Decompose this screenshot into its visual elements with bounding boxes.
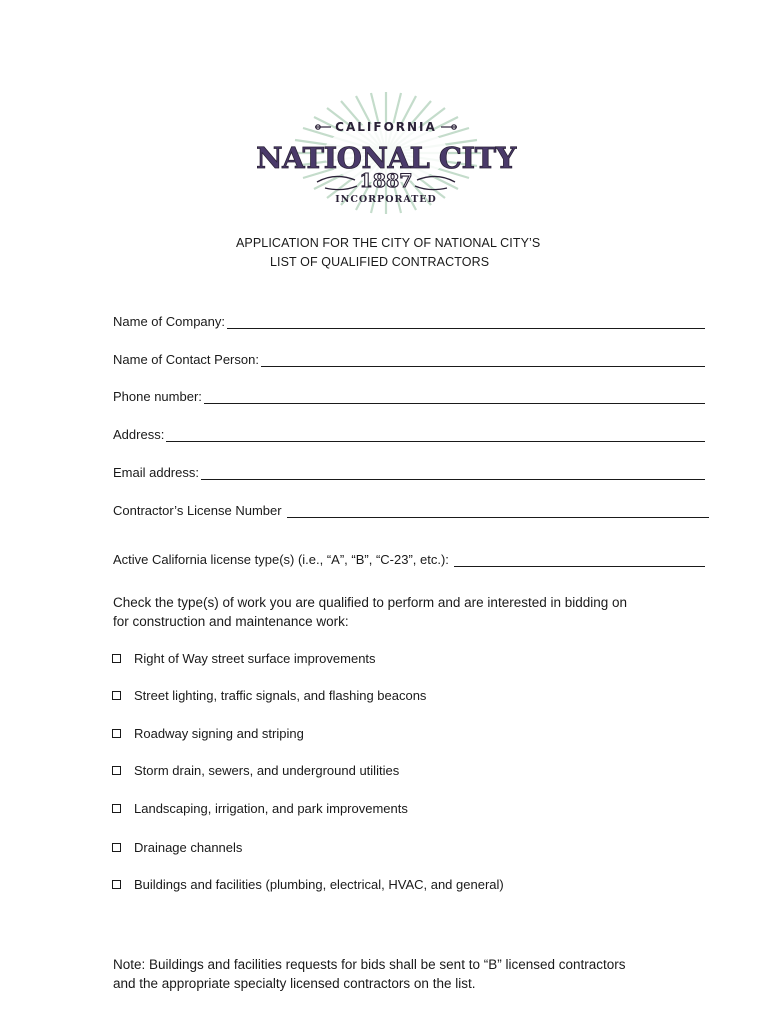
address-line[interactable] [166,427,705,442]
work-type-label: Roadway signing and striping [134,726,304,741]
work-type-option[interactable] [112,840,242,855]
contact-person-label: Name of Contact Person: [113,352,259,367]
contact-person-field[interactable] [113,349,705,367]
email-address-field[interactable] [113,462,705,480]
checkbox[interactable] [112,691,121,700]
email-address-label: Email address: [113,465,199,480]
work-type-label: Buildings and facilities (plumbing, electrical, HVAC, and general) [134,877,504,892]
license-type-line[interactable] [454,552,705,567]
work-type-option[interactable] [112,801,408,816]
email-address-line[interactable] [201,465,705,480]
license-type-label: Active California license type(s) (i.e., “A”, “B”, “C-23”, etc.): [113,552,449,567]
form-title-line-1: APPLICATION FOR THE CITY OF NATIONAL CITY’S [236,236,541,250]
checkbox[interactable] [112,843,121,852]
license-number-line[interactable] [287,503,709,518]
work-type-label: Street lighting, traffic signals, and flashing beacons [134,688,427,703]
work-type-option[interactable] [112,651,376,666]
company-name-field[interactable] [113,311,705,329]
national-city-logo [255,92,517,214]
work-type-label: Drainage channels [134,840,243,855]
svg-text:1887: 1887 [359,170,413,192]
checkbox[interactable] [112,729,121,738]
work-type-option[interactable] [112,726,304,741]
svg-text:CALIFORNIA: CALIFORNIA [335,120,437,134]
phone-number-field[interactable] [113,386,705,404]
address-field[interactable] [113,424,705,442]
checkbox[interactable] [112,804,121,813]
svg-text:INCORPORATED: INCORPORATED [335,194,437,205]
checkbox[interactable] [112,654,121,663]
license-number-label: Contractor’s License Number [113,503,282,518]
work-type-option[interactable] [112,877,504,892]
contact-person-line[interactable] [261,352,705,367]
checkbox[interactable] [112,880,121,889]
work-type-option[interactable] [112,688,426,703]
svg-text:NATIONAL CITY: NATIONAL CITY [256,141,516,175]
work-type-option[interactable] [112,763,399,778]
instructions-line-2: for construction and maintenance work: [113,614,349,629]
work-type-label: Storm drain, sewers, and underground utilities [134,763,400,778]
company-name-line[interactable] [227,314,705,329]
note-line-2: and the appropriate specialty licensed contractors on the list. [113,976,476,991]
form-title-line-2: LIST OF QUALIFIED CONTRACTORS [270,255,490,269]
license-number-field[interactable] [113,500,709,518]
work-type-label: Landscaping, irrigation, and park improvements [134,801,408,816]
note-line-1: Note: Buildings and facilities requests for bids shall be sent to “B” licensed contractors [113,957,626,972]
phone-number-line[interactable] [204,389,705,404]
checkbox[interactable] [112,766,121,775]
instructions-text [113,593,627,631]
address-label: Address: [113,427,165,442]
company-name-label: Name of Company: [113,314,225,329]
work-type-label: Right of Way street surface improvements [134,651,376,666]
note-text [113,955,626,993]
phone-number-label: Phone number: [113,389,202,404]
instructions-line-1: Check the type(s) of work you are qualified to perform and are interested in bidding on [113,595,628,610]
license-type-field[interactable] [113,549,705,567]
